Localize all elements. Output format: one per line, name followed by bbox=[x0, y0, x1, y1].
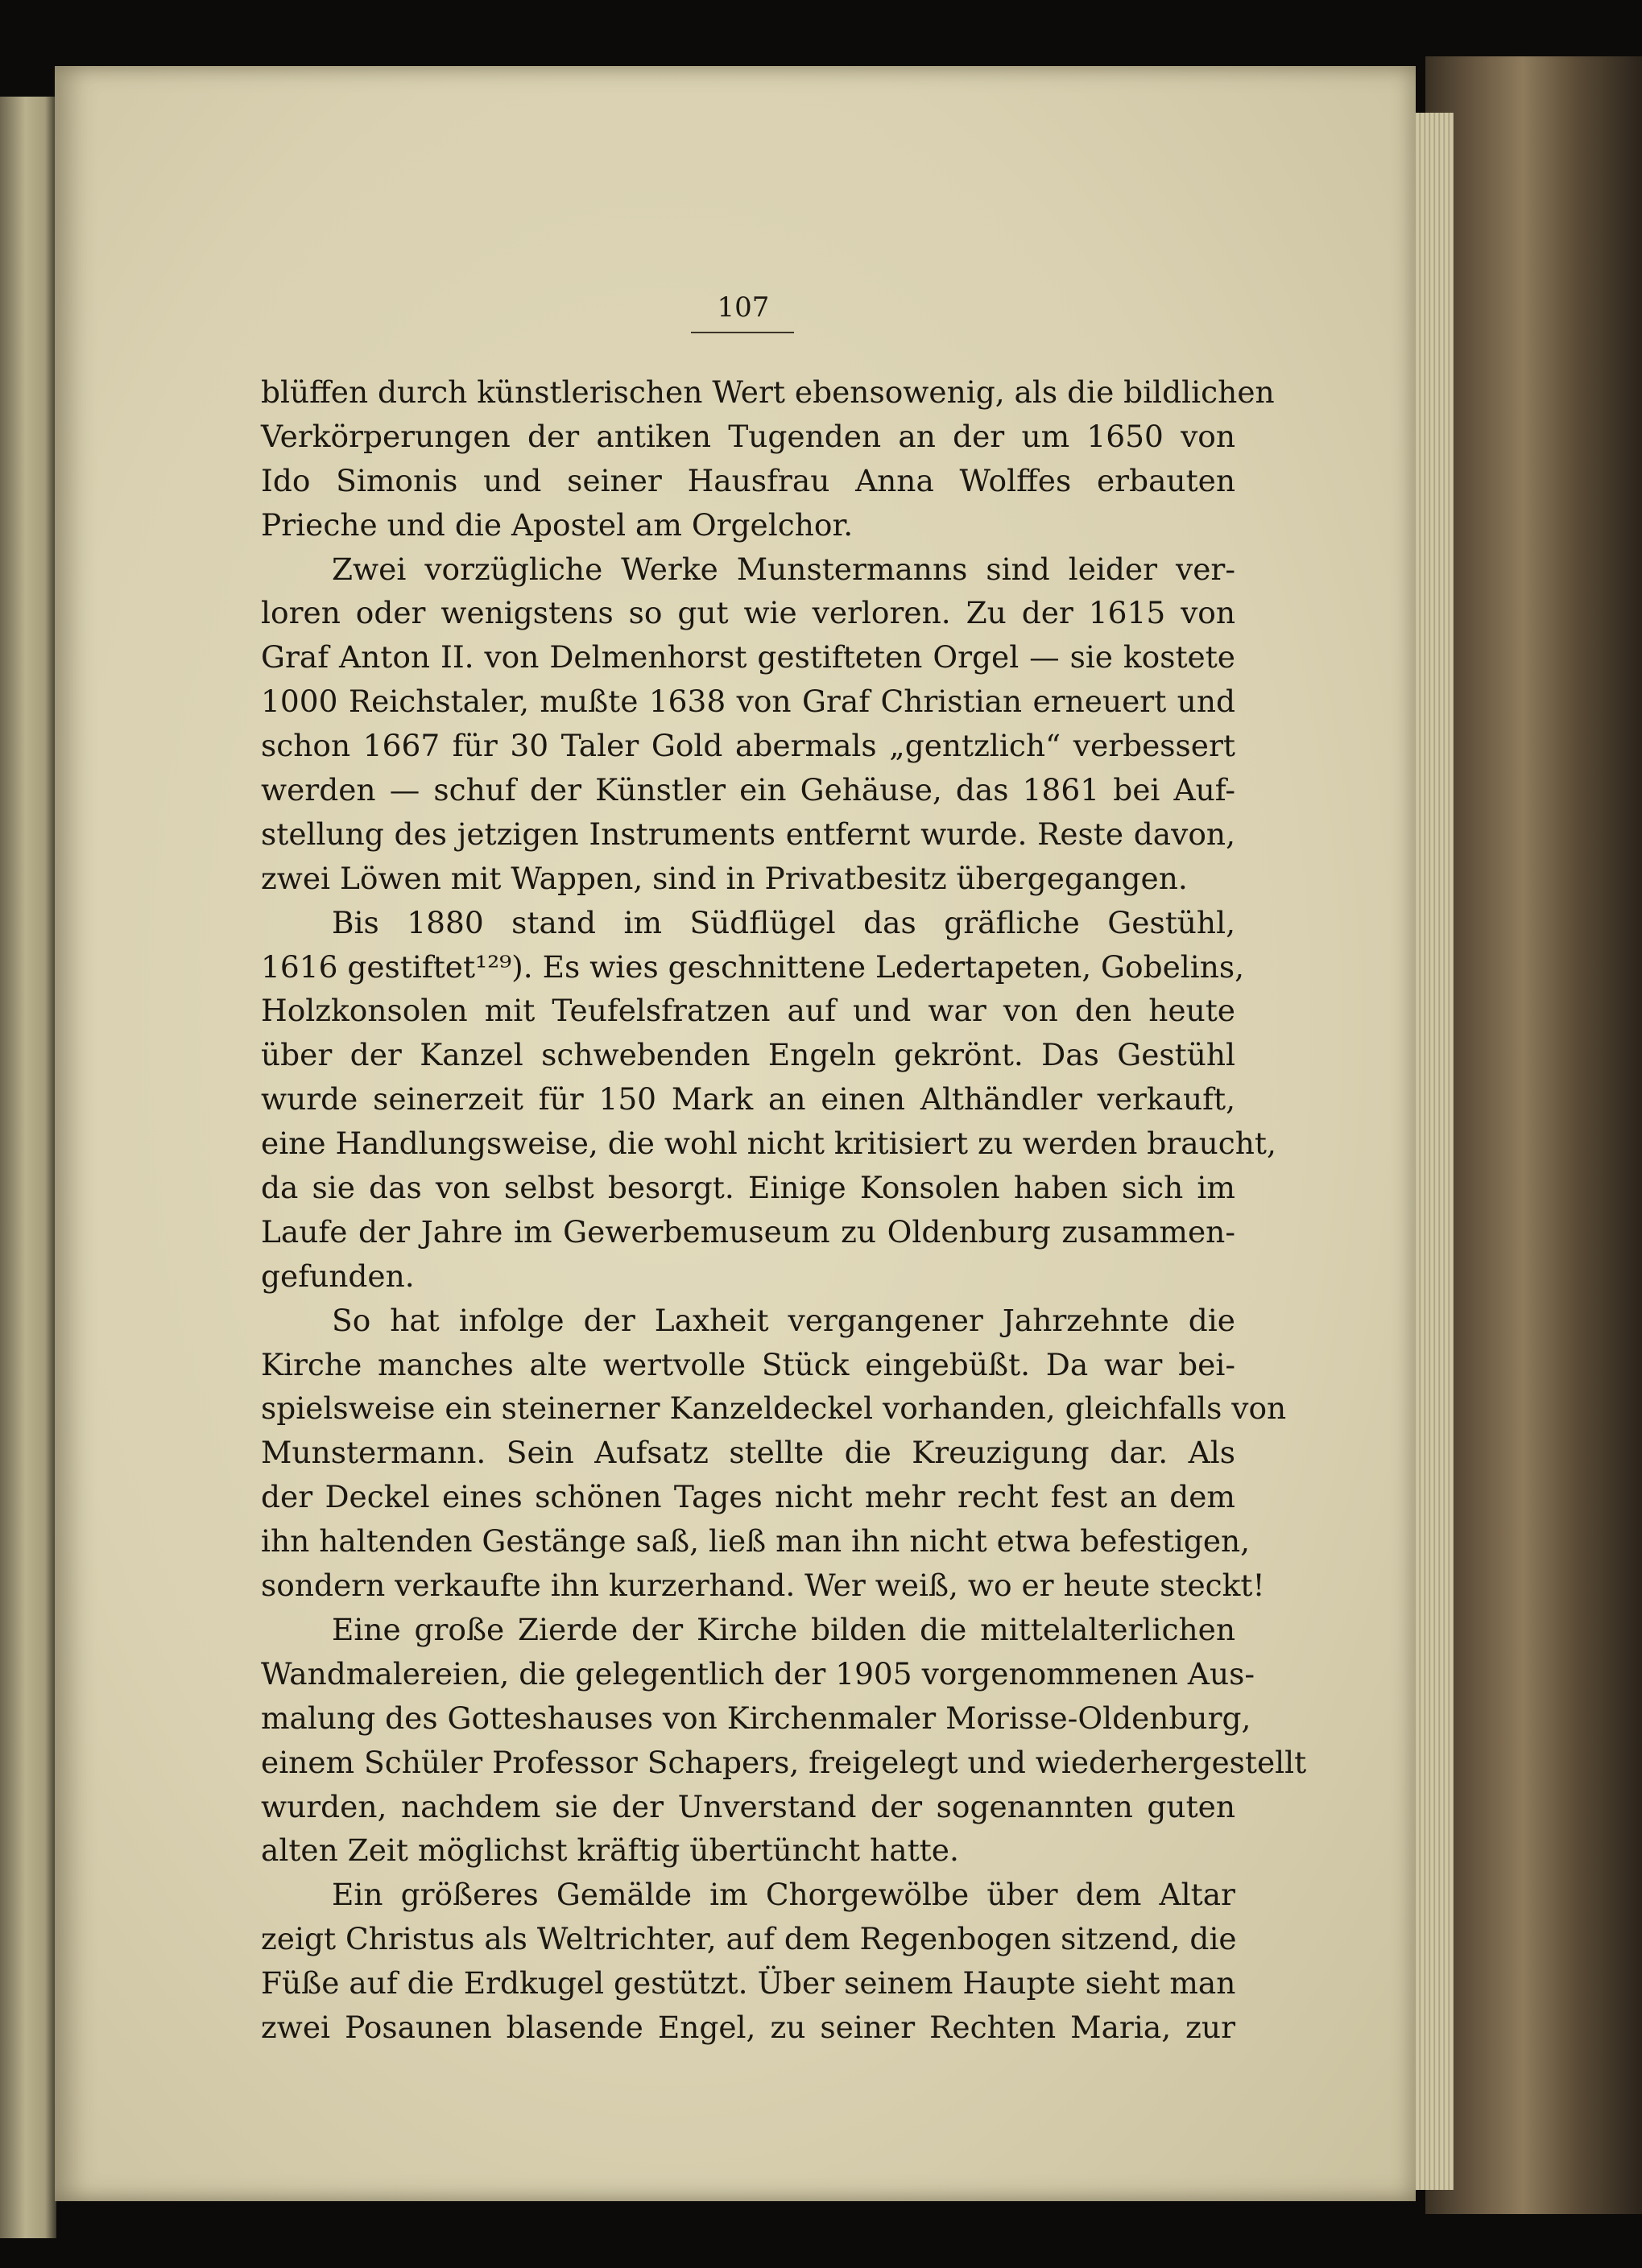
text-line: 1000 Reichstaler, mußte 1638 von Graf Christian erneuert und bbox=[261, 684, 1235, 720]
text-line: blüffen durch künstlerischen Wert ebensowenig, als die bildlichen bbox=[261, 374, 1275, 410]
text-line: Eine große Zierde der Kirche bilden die mittelalterlichen bbox=[332, 1611, 1235, 1647]
text-line: Füße auf die Erdkugel gestützt. Über seinem Haupte sieht man bbox=[261, 1965, 1236, 2002]
text-line: schon 1667 für 30 Taler Gold abermals „gentzlich“ verbessert bbox=[261, 728, 1235, 764]
text-line: Holzkonsolen mit Teufelsfratzen auf und war von den heute bbox=[261, 993, 1235, 1029]
body-text bbox=[261, 370, 1307, 2050]
text-line: wurde seinerzeit für 150 Mark an einen Althändler verkauft, bbox=[261, 1081, 1235, 1117]
text-line: zwei Posaunen blasende Engel, zu seiner Rechten Maria, zur bbox=[261, 2009, 1235, 2045]
text-line: spielsweise ein steinerner Kanzeldeckel vorhanden, gleichfalls von bbox=[261, 1390, 1287, 1427]
text-line: stellung des jetzigen Instruments entfernt wurde. Reste davon, bbox=[261, 816, 1235, 852]
text-line: werden — schuf der Künstler ein Gehäuse, das 1861 bei Auf- bbox=[261, 772, 1235, 808]
book-binding bbox=[1425, 56, 1642, 2214]
text-line: Munstermann. Sein Aufsatz stellte die Kreuzigung dar. Als bbox=[261, 1435, 1235, 1471]
text-line: sondern verkaufte ihn kurzerhand. Wer weiß, wo er heute steckt! bbox=[261, 1568, 1265, 1604]
header-rule bbox=[691, 332, 794, 333]
text-line: zwei Löwen mit Wappen, sind in Privatbesitz übergegangen. bbox=[261, 860, 1188, 896]
page-number: 107 bbox=[717, 291, 770, 324]
text-line: eine Handlungsweise, die wohl nicht kritisiert zu werden braucht, bbox=[261, 1126, 1276, 1162]
text-line: Wandmalereien, die gelegentlich der 1905 vorgenommenen Aus- bbox=[261, 1655, 1255, 1692]
text-line: Graf Anton II. von Delmenhorst gestifteten Orgel — sie kostete bbox=[261, 639, 1235, 675]
text-line: ihn haltenden Gestänge saß, ließ man ihn nicht etwa befestigen, bbox=[261, 1523, 1251, 1560]
text-line: Zwei vorzügliche Werke Munstermanns sind leider ver- bbox=[332, 551, 1235, 587]
text-line: zeigt Christus als Weltrichter, auf dem Regenbogen sitzend, die bbox=[261, 1921, 1237, 1957]
text-line: Prieche und die Apostel am Orgelchor. bbox=[261, 506, 854, 543]
text-line: über der Kanzel schwebenden Engeln gekrönt. Das Gestühl bbox=[261, 1037, 1235, 1073]
left-page-edge bbox=[0, 97, 56, 2238]
text-line: Kirche manches alte wertvolle Stück eingebüßt. Da war bei- bbox=[261, 1346, 1235, 1382]
text-line: Verkörperungen der antiken Tugenden an der um 1650 von bbox=[261, 418, 1235, 454]
text-line: loren oder wenigstens so gut wie verloren. Zu der 1615 von bbox=[261, 595, 1235, 631]
text-line: der Deckel eines schönen Tages nicht mehr recht fest an dem bbox=[261, 1479, 1235, 1515]
text-line: Ido Simonis und seiner Hausfrau Anna Wolffes erbauten bbox=[261, 462, 1235, 498]
text-line: 1616 gestiftet¹²⁹). Es wies geschnittene Ledertapeten, Gobelins, bbox=[261, 948, 1245, 985]
text-line: gefunden. bbox=[261, 1258, 415, 1294]
text-line: alten Zeit möglichst kräftig übertüncht hatte. bbox=[261, 1832, 959, 1869]
text-line: Laufe der Jahre im Gewerbemuseum zu Oldenburg zusammen- bbox=[261, 1213, 1235, 1250]
text-line: da sie das von selbst besorgt. Einige Konsolen haben sich im bbox=[261, 1170, 1235, 1206]
text-line: Ein größeres Gemälde im Chorgewölbe über dem Altar bbox=[332, 1877, 1235, 1913]
text-line: So hat infolge der Laxheit vergangener Jahrzehnte die bbox=[332, 1302, 1235, 1338]
text-line: malung des Gotteshauses von Kirchenmaler Morisse-Oldenburg, bbox=[261, 1700, 1251, 1736]
text-line: wurden, nachdem sie der Unverstand der sogenannten guten bbox=[261, 1788, 1235, 1824]
text-line: einem Schüler Professor Schapers, freigelegt und wiederhergestellt bbox=[261, 1744, 1307, 1780]
text-line: Bis 1880 stand im Südflügel das gräfliche Gestühl, bbox=[332, 904, 1235, 940]
